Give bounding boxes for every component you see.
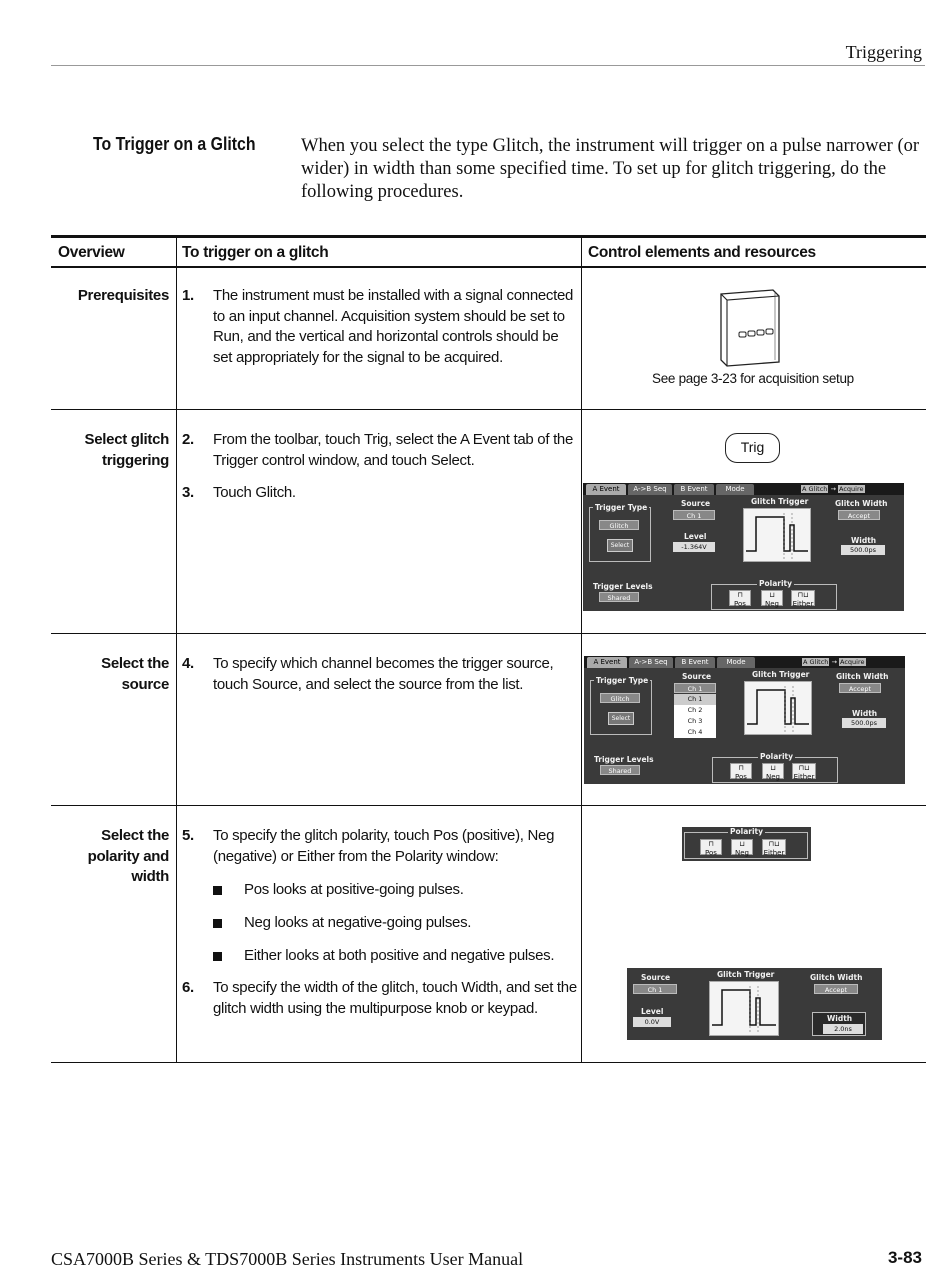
row-label-polarity-width: Select the polarity and width (87, 827, 169, 885)
polarity-window-screenshot (682, 827, 811, 861)
polarity-pos-button[interactable]: ⊓ Pos (730, 763, 752, 779)
glitch-width-dropdown[interactable]: Accept (839, 683, 881, 693)
polarity-neg-label: Neg (766, 773, 780, 781)
source-option-ch1[interactable]: Ch 1 (674, 694, 716, 705)
mode-from: A Glitch (802, 485, 828, 493)
footer-page-number: 3-83 (887, 1248, 922, 1267)
trigger-levels-dropdown[interactable]: Shared (599, 592, 639, 602)
step-5 (182, 826, 577, 867)
bullet-pos (213, 880, 573, 901)
trigger-type-label: Trigger Type (595, 503, 648, 512)
bullet-text: Either looks at both positive and negative pulses. (244, 947, 555, 964)
trigger-window-screenshot (583, 483, 904, 611)
glitch-width-label: Glitch Width (836, 672, 889, 681)
row-rule-1 (51, 409, 926, 410)
acquisition-caption: See page 3-23 for acquisition setup (652, 371, 854, 386)
row-label-select-glitch: Select glitch triggering (84, 431, 169, 469)
trigger-type-frame (590, 680, 652, 735)
level-value[interactable]: -1.364V (673, 542, 715, 552)
tab-b-event[interactable]: B Event (674, 484, 714, 495)
width-label: Width (851, 536, 877, 545)
polarity-pos-label: Pos (734, 600, 746, 608)
trigger-type-dropdown[interactable]: Glitch (600, 693, 640, 703)
trigger-levels-label: Trigger Levels (593, 582, 653, 591)
tab-a-event[interactable]: A Event (586, 484, 626, 495)
polarity-pos-button[interactable]: ⊓ Pos (700, 839, 722, 855)
step-6 (182, 978, 577, 1019)
glitch-trigger-label: Glitch Trigger (751, 497, 809, 506)
source-dropdown[interactable]: Ch 1 (673, 510, 715, 520)
source-option-ch4[interactable]: Ch 4 (687, 728, 703, 736)
width-label: Width (827, 1014, 853, 1023)
polarity-pos-label: Pos (705, 849, 717, 857)
glitch-trigger-label: Glitch Trigger (752, 670, 810, 679)
step-text: The instrument must be installed with a signal connected to an input channel. Acquisition system should be set to Run, and the vertical and horizontal controls should be set appropriately for the signal to be acquired. (213, 287, 574, 366)
mode-indicator (802, 658, 866, 666)
step-text: From the toolbar, touch Trig, select the A Event tab of the Trigger control window, and touch Select. (213, 431, 574, 469)
row-rule-3 (51, 805, 926, 806)
level-label: Level (684, 532, 707, 541)
mode-arrow: → (831, 658, 837, 666)
column-divider-1 (176, 235, 177, 1063)
step-number: 2. (182, 431, 194, 448)
row-label-prerequisites: Prerequisites (77, 287, 169, 304)
width-panel-screenshot (627, 968, 882, 1040)
step-number: 6. (182, 979, 194, 996)
trig-toolbar-button[interactable]: Trig (725, 433, 780, 463)
step-number: 5. (182, 827, 194, 844)
header-overview: Overview (58, 244, 125, 261)
trigger-levels-label: Trigger Levels (594, 755, 654, 764)
source-option-ch2[interactable]: Ch 2 (687, 706, 703, 714)
step-number: 1. (182, 287, 194, 304)
polarity-neg-label: Neg (765, 600, 779, 608)
tab-mode[interactable]: Mode (717, 657, 755, 668)
glitch-waveform-icon (744, 509, 810, 561)
polarity-either-button[interactable]: ⊓⊔ Either (792, 591, 814, 608)
tab-a-b-seq[interactable]: A->B Seq (628, 484, 672, 495)
row-rule-2 (51, 633, 926, 634)
bullet-neg (213, 913, 573, 934)
bullet-text: Neg looks at negative-going pulses. (244, 914, 472, 931)
bullet-text: Pos looks at positive-going pulses. (244, 881, 464, 898)
polarity-either-button[interactable]: ⊓⊔ Either (793, 764, 815, 781)
book-icon (715, 288, 785, 368)
intro-text: When you select the type Glitch, the instrument will trigger on a pulse narrower (or wider) in width than some specified time. To set up for glitch triggering, do the following procedures. (301, 136, 920, 202)
glitch-trigger-label: Glitch Trigger (717, 970, 775, 979)
source-label: Source (682, 672, 712, 681)
step-2 (182, 430, 577, 471)
step-1 (182, 286, 577, 368)
source-label: Source (641, 973, 671, 982)
mode-arrow: → (830, 485, 836, 493)
polarity-label: Polarity (760, 752, 794, 761)
source-option-ch3[interactable]: Ch 3 (687, 717, 703, 725)
polarity-label: Polarity (759, 579, 793, 588)
width-value[interactable]: 2.0ns (823, 1024, 863, 1034)
polarity-neg-button[interactable]: ⊔ Neg (761, 590, 783, 606)
select-button[interactable]: Select (608, 712, 634, 725)
tab-bar (584, 656, 905, 668)
width-value[interactable]: 500.0ps (841, 545, 885, 555)
width-label: Width (852, 709, 878, 718)
polarity-label: Polarity (730, 827, 764, 836)
polarity-either-label: Either (763, 849, 785, 857)
mode-to: Acquire (839, 485, 864, 493)
table-header-rule (51, 266, 926, 268)
source-dropdown[interactable]: Ch 1 (633, 984, 677, 994)
step-text: To specify which channel becomes the trigger source, touch Source, and select the source from the list. (213, 655, 554, 693)
step-text: To specify the width of the glitch, touch Width, and set the glitch width using the multipurpose knob or keypad. (213, 979, 577, 1017)
step-text: To specify the glitch polarity, touch Pos (positive), Neg (negative) or Either from the Polarity window: (213, 827, 555, 865)
header-section: Triggering (845, 42, 922, 62)
step-4 (182, 654, 577, 695)
source-label: Source (681, 499, 711, 508)
select-button[interactable]: Select (607, 539, 633, 552)
bullet-square-icon (213, 919, 222, 928)
glitch-waveform-icon (745, 682, 811, 734)
bullet-square-icon (213, 886, 222, 895)
polarity-pos-button[interactable]: ⊓ Pos (729, 590, 751, 606)
glitch-waveform-display (744, 681, 812, 735)
glitch-width-label: Glitch Width (835, 499, 888, 508)
table-top-rule (51, 235, 926, 238)
polarity-either-button[interactable]: ⊓⊔ Either (763, 840, 785, 857)
bullet-square-icon (213, 952, 222, 961)
footer-manual-title: CSA7000B Series & TDS7000B Series Instruments User Manual (51, 1249, 524, 1268)
width-value[interactable]: 500.0ps (842, 718, 886, 728)
glitch-width-dropdown[interactable]: Accept (814, 984, 858, 994)
tab-a-event[interactable]: A Event (587, 657, 627, 668)
polarity-either-label: Either (792, 600, 814, 608)
polarity-neg-button[interactable]: ⊔ Neg (762, 763, 784, 779)
trigger-type-label: Trigger Type (596, 676, 649, 685)
tab-mode[interactable]: Mode (716, 484, 754, 495)
trigger-type-frame (589, 507, 651, 562)
step-3 (182, 483, 577, 504)
level-label: Level (641, 1007, 664, 1016)
trigger-levels-dropdown[interactable]: Shared (600, 765, 640, 775)
row-label-select-source: Select the source (101, 655, 169, 693)
step-number: 4. (182, 655, 194, 672)
polarity-neg-button[interactable]: ⊔ Neg (731, 839, 753, 855)
header-resources: Control elements and resources (588, 244, 816, 261)
tab-a-b-seq[interactable]: A->B Seq (629, 657, 673, 668)
polarity-pos-label: Pos (735, 773, 747, 781)
source-option-list (674, 694, 716, 738)
glitch-waveform-display (709, 981, 779, 1036)
header-rule (51, 65, 925, 66)
step-number: 3. (182, 484, 194, 501)
header-procedure: To trigger on a glitch (182, 244, 329, 261)
step-text: Touch Glitch. (213, 484, 296, 501)
glitch-waveform-display (743, 508, 811, 562)
bullet-either (213, 946, 573, 967)
glitch-width-label: Glitch Width (810, 973, 863, 982)
mode-from: A Glitch (803, 658, 829, 666)
polarity-neg-label: Neg (735, 849, 749, 857)
mode-to: Acquire (840, 658, 865, 666)
table-bottom-rule (51, 1062, 926, 1063)
source-list-screenshot (584, 656, 905, 784)
tab-b-event[interactable]: B Event (675, 657, 715, 668)
mode-indicator (801, 485, 865, 493)
glitch-width-dropdown[interactable]: Accept (838, 510, 880, 520)
glitch-waveform-icon (710, 982, 778, 1035)
source-dropdown[interactable]: Ch 1 (674, 683, 716, 693)
level-value[interactable]: 0.0V (633, 1017, 671, 1027)
polarity-either-label: Either (793, 773, 815, 781)
tab-bar (583, 483, 904, 495)
procedure-table (51, 235, 926, 1063)
column-divider-2 (581, 235, 582, 1063)
intro-title: To Trigger on a Glitch (93, 134, 256, 154)
trigger-type-dropdown[interactable]: Glitch (599, 520, 639, 530)
